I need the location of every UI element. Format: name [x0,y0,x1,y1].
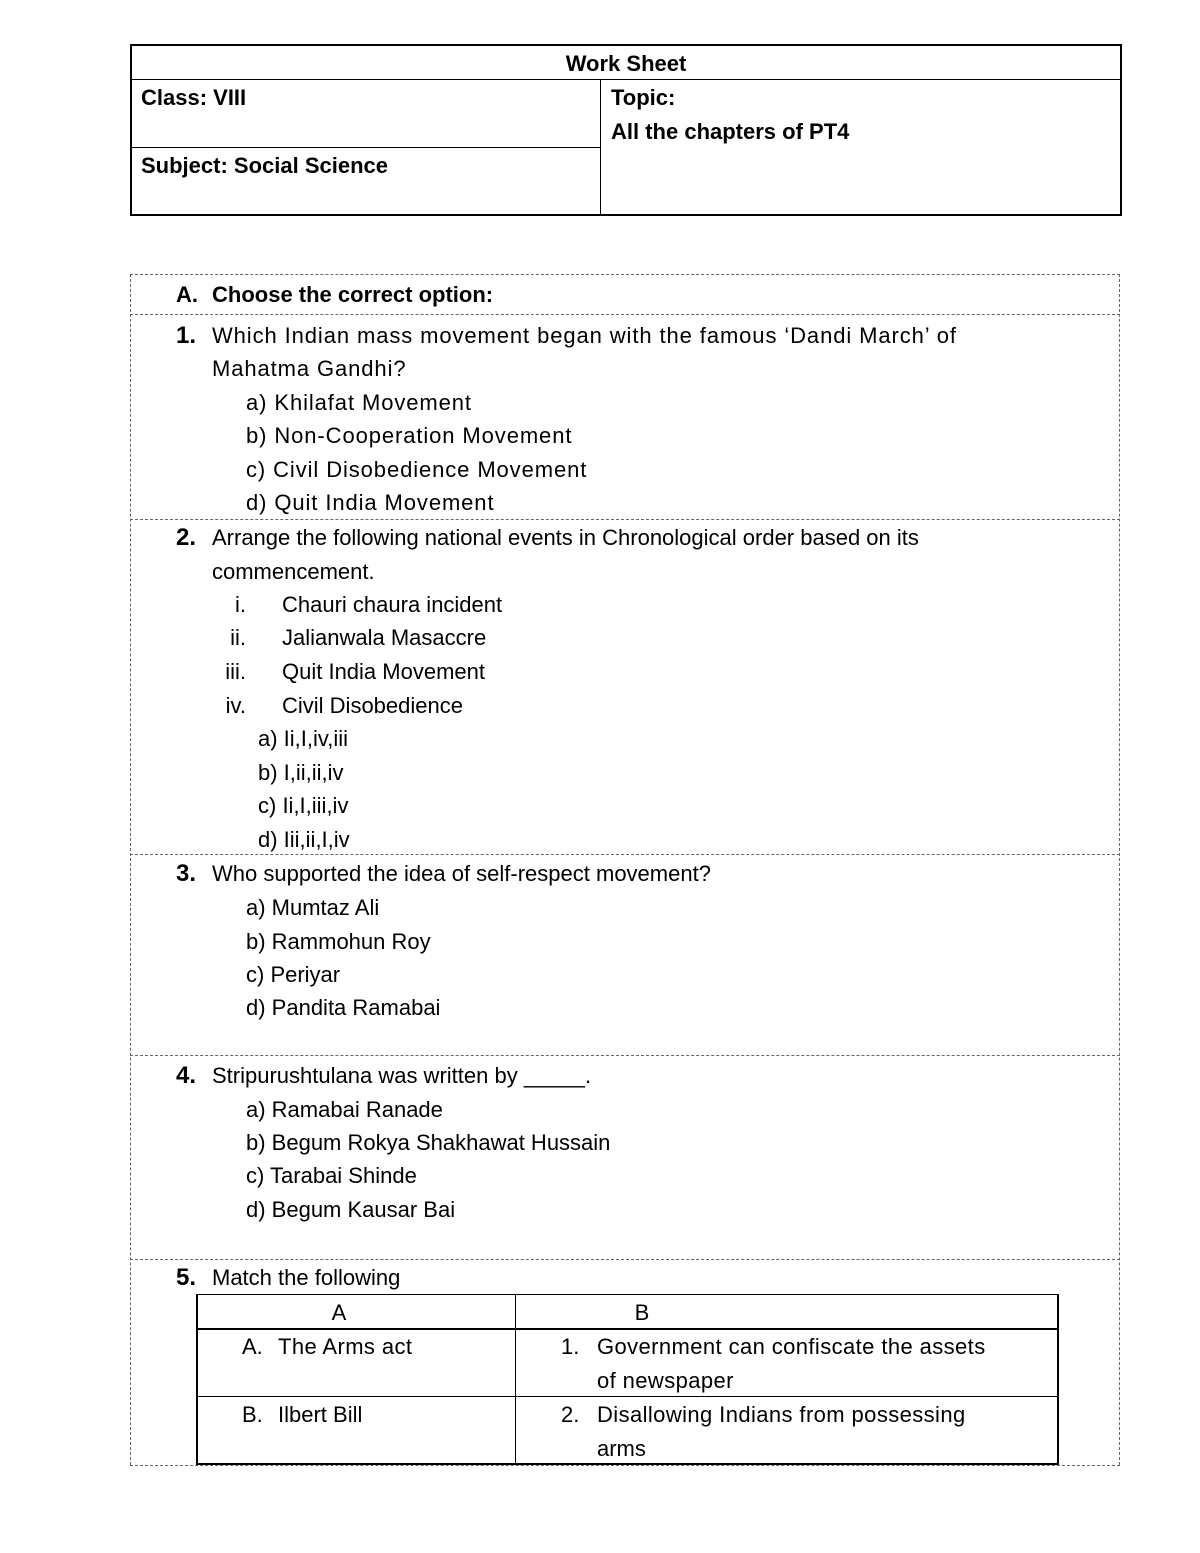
option-d: d) Begum Kausar Bai [246,1197,456,1222]
class-label: Class: VIII [141,85,247,110]
row-b-marker: 1. [561,1334,580,1359]
event-number: iii. [225,659,246,684]
question-number: 5. [176,1264,197,1291]
option-d: d) Quit India Movement [246,490,495,515]
row-a-text: The Arms act [278,1334,413,1359]
section-heading: Choose the correct option: [212,282,494,307]
option-b: b) Non-Cooperation Movement [246,423,573,448]
option-c: c) Ii,I,iii,iv [258,793,349,818]
topic-label: Topic: [611,85,676,110]
question-number: 3. [176,860,197,887]
row-a-marker: B. [242,1402,263,1427]
event-number: i. [235,592,246,617]
column-header-b: B [634,1300,650,1325]
question-text: Stripurushtulana was written by _____. [212,1063,592,1088]
question-text: Mahatma Gandhi? [212,356,407,381]
option-d: d) Iii,ii,I,iv [258,827,350,852]
row-b-text: Disallowing Indians from possessing [597,1402,966,1427]
event-text: Jalianwala Masaccre [282,625,487,650]
row-b-marker: 2. [561,1402,580,1427]
worksheet-title: Work Sheet [565,51,687,76]
question-number: 1. [176,322,197,349]
question-number: 2. [176,524,197,551]
option-c: c) Tarabai Shinde [246,1163,417,1188]
option-a: a) Khilafat Movement [246,390,472,415]
event-number: ii. [230,625,246,650]
question-text: commencement. [212,559,375,584]
option-a: a) Ii,I,iv,iii [258,726,349,751]
row-b-text: of newspaper [597,1368,734,1393]
event-number: iv. [225,693,246,718]
option-b: b) I,ii,ii,iv [258,760,344,785]
event-text: Civil Disobedience [282,693,463,718]
row-b-text: arms [597,1436,646,1461]
event-text: Quit India Movement [282,659,485,684]
option-b: b) Rammohun Roy [246,929,431,954]
option-b: b) Begum Rokya Shakhawat Hussain [246,1130,611,1155]
option-d: d) Pandita Ramabai [246,995,441,1020]
option-a: a) Mumtaz Ali [246,895,380,920]
question-text: Which Indian mass movement began with the famous ‘Dandi March’ of [212,323,957,348]
subject-label: Subject: Social Science [141,153,388,178]
question-text: Match the following [212,1265,401,1290]
section-marker: A. [176,282,198,307]
question-text: Arrange the following national events in Chronological order based on its [212,525,919,550]
event-text: Chauri chaura incident [282,592,503,617]
row-a-text: Ilbert Bill [278,1402,363,1427]
option-c: c) Civil Disobedience Movement [246,457,588,482]
option-c: c) Periyar [246,962,341,987]
column-header-a: A [331,1300,347,1325]
option-a: a) Ramabai Ranade [246,1097,443,1122]
topic-value: All the chapters of PT4 [611,119,850,144]
question-number: 4. [176,1062,197,1089]
question-text: Who supported the idea of self-respect movement? [212,861,711,886]
row-a-marker: A. [242,1334,263,1359]
row-b-text: Government can confiscate the assets [597,1334,986,1359]
